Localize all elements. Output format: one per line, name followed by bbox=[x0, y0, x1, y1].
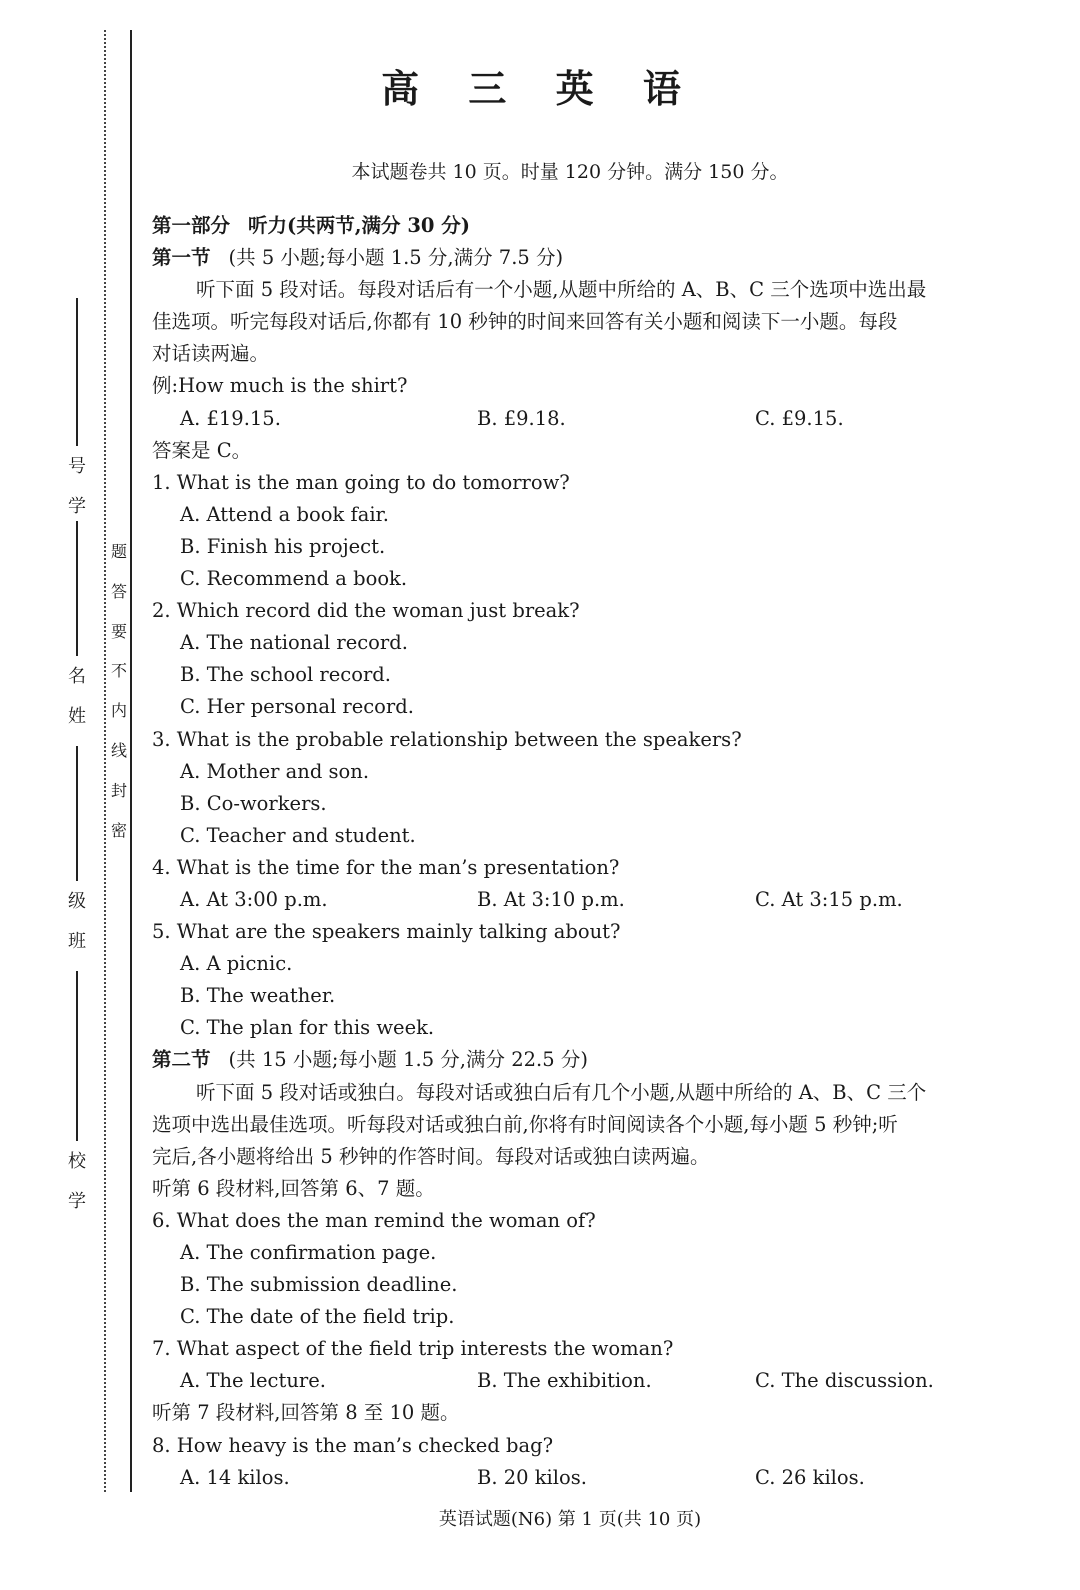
question-7-options: A. The lecture. B. The exhibition. C. The discussion. bbox=[180, 1369, 934, 1393]
section2-instruction: 完后,各小题将给出 5 秒钟的作答时间。每段对话或独白读两遍。 bbox=[152, 1144, 710, 1168]
exam-info: 本试题卷共 10 页。时量 120 分钟。满分 150 分。 bbox=[351, 161, 789, 183]
part1-heading: 第一部分 听力(共两节,满分 30 分) bbox=[152, 214, 470, 237]
section1-instruction: 对话读两遍。 bbox=[152, 342, 270, 366]
option: B. The school record. bbox=[180, 663, 391, 687]
question-8: 8. How heavy is the man’s checked bag? bbox=[152, 1433, 554, 1457]
binding-solid-line bbox=[130, 30, 132, 1492]
material-7-intro: 听第 7 段材料,回答第 8 至 10 题。 bbox=[152, 1401, 460, 1425]
option: C. The plan for this week. bbox=[180, 1016, 435, 1040]
school-field: 校 学 bbox=[62, 965, 92, 1215]
exam-content bbox=[152, 210, 987, 1494]
option: B. Finish his project. bbox=[180, 534, 386, 558]
option: C. Recommend a book. bbox=[180, 567, 408, 591]
option: A. Attend a book fair. bbox=[180, 502, 389, 526]
page-title: 高 三 英 语 bbox=[381, 66, 699, 111]
section1-instruction: 听下面 5 段对话。每段对话后有一个小题,从题中所给的 A、B、C 三个选项中选出最 bbox=[196, 278, 927, 302]
section2-instruction: 选项中选出最佳选项。听每段对话或独白前,你将有时间阅读各个小题,每小题 5 秒钟;听 bbox=[152, 1112, 898, 1136]
question-1: 1. What is the man going to do tomorrow? bbox=[152, 470, 570, 494]
question-6: 6. What does the man remind the woman of? bbox=[152, 1208, 596, 1232]
option: A. The national record. bbox=[180, 631, 408, 655]
section2-instruction: 听下面 5 段对话或独白。每段对话或独白后有几个小题,从题中所给的 A、B、C 三个 bbox=[196, 1080, 927, 1104]
example-answer: 答案是 C。 bbox=[152, 438, 252, 462]
option: C. Her personal record. bbox=[180, 695, 414, 719]
student-number-field: 号 学 bbox=[62, 292, 92, 520]
student-name-field: 名 姓 bbox=[62, 515, 92, 730]
section2-heading: 第二节 (共 15 小题;每小题 1.5 分,满分 22.5 分) bbox=[152, 1048, 588, 1072]
class-field: 级 班 bbox=[62, 740, 92, 955]
page-footer: 英语试题(N6) 第 1 页(共 10 页) bbox=[438, 1509, 702, 1530]
binding-dotted-line bbox=[104, 30, 106, 1492]
option: B. The submission deadline. bbox=[180, 1273, 458, 1297]
option: C. The date of the field trip. bbox=[180, 1305, 455, 1329]
question-2: 2. Which record did the woman just break? bbox=[152, 599, 580, 623]
option: A. The confirmation page. bbox=[180, 1241, 437, 1264]
option: A. Mother and son. bbox=[180, 759, 370, 783]
example-question: 例:How much is the shirt? bbox=[152, 374, 408, 398]
question-8-options: A. 14 kilos. B. 20 kilos. C. 26 kilos. bbox=[180, 1465, 865, 1489]
material-6-intro: 听第 6 段材料,回答第 6、7 题。 bbox=[152, 1176, 435, 1200]
option: B. The weather. bbox=[180, 984, 336, 1008]
question-7: 7. What aspect of the field trip interests the woman? bbox=[152, 1337, 674, 1361]
question-3: 3. What is the probable relationship between the speakers? bbox=[152, 727, 742, 751]
option: A. A picnic. bbox=[180, 952, 293, 976]
option: C. Teacher and student. bbox=[180, 823, 416, 847]
option: B. Co-workers. bbox=[180, 791, 327, 815]
section1-heading: 第一节 (共 5 小题;每小题 1.5 分,满分 7.5 分) bbox=[152, 246, 564, 270]
question-5: 5. What are the speakers mainly talking about? bbox=[152, 920, 621, 944]
question-4: 4. What is the time for the man’s presentation? bbox=[152, 855, 620, 879]
example-options: A. £19.15. B. £9.18. C. £9.15. bbox=[180, 406, 844, 430]
question-4-options: A. At 3:00 p.m. B. At 3:10 p.m. C. At 3:15 p.m. bbox=[180, 887, 903, 911]
binding-notice: 题 答 要 不 内 线 封 密 bbox=[110, 542, 127, 840]
section1-instruction: 佳选项。听完每段对话后,你都有 10 秒钟的时间来回答有关小题和阅读下一小题。每段 bbox=[152, 310, 898, 334]
